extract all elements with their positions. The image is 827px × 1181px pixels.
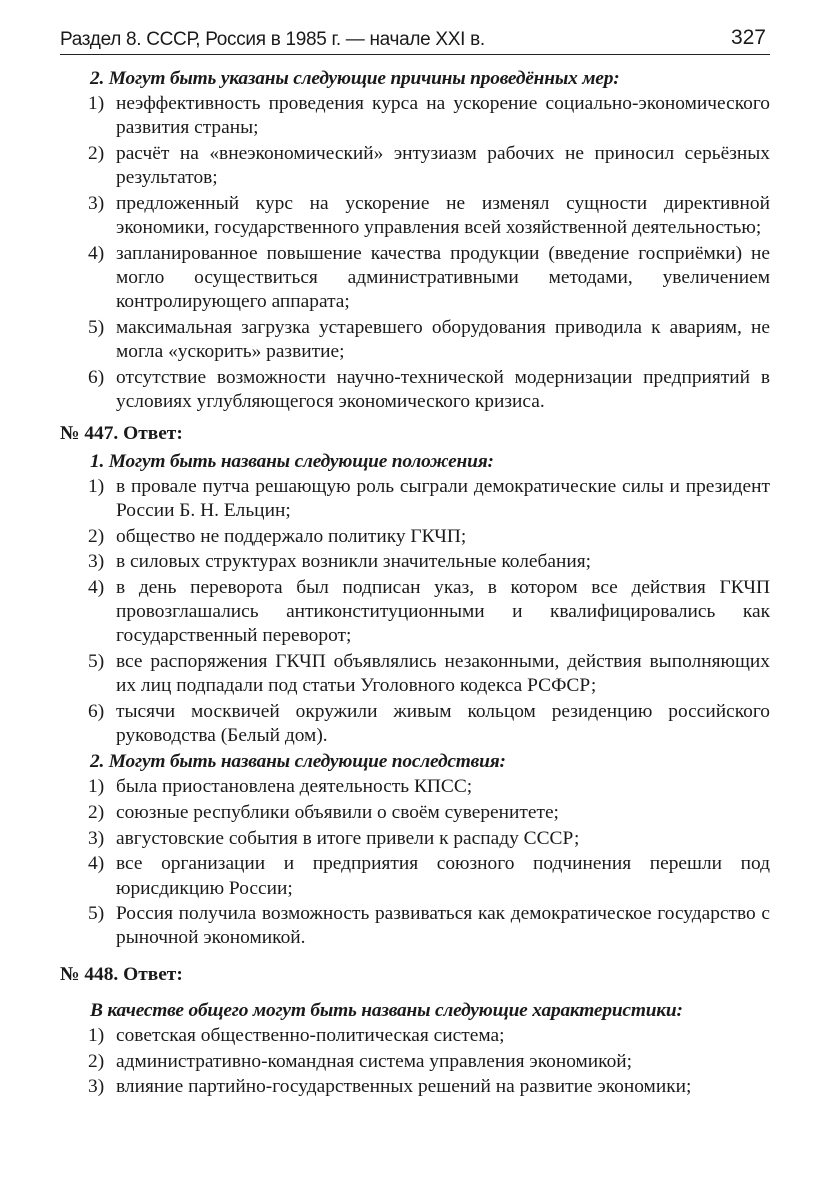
list-item xyxy=(60,827,770,851)
list-item xyxy=(60,316,770,364)
list-item xyxy=(60,525,770,549)
list-item xyxy=(60,192,770,240)
item-text: общество не поддержало политику ГКЧП; xyxy=(116,525,467,547)
item-number: 1) xyxy=(88,776,105,798)
list-item xyxy=(60,142,770,190)
item-text: августовские события в итоге привели к распаду СССР; xyxy=(116,827,580,849)
characteristics-list xyxy=(60,1024,770,1100)
item-text: в день переворота был подписан указ, в котором все действия ГКЧП провозглашались антиконституционными и квалифицировались как государственный переворот; xyxy=(116,577,770,647)
item-text: в провале путча решающую роль сыграли демократические силы и президент России Б. Н. Ельцин; xyxy=(116,475,770,521)
list-item xyxy=(60,775,770,799)
item-number: 6) xyxy=(88,366,105,388)
task-447-heading: № 447. Ответ: xyxy=(60,423,183,445)
task-448-heading: № 448. Ответ: xyxy=(60,963,183,985)
list-item xyxy=(60,852,770,900)
item-number: 6) xyxy=(88,701,105,723)
item-text: в силовых структурах возникли значительные колебания; xyxy=(116,551,592,573)
consequences-subheading: 2. Могут быть названы следующие последствия: xyxy=(90,750,506,772)
item-number: 2) xyxy=(88,801,105,823)
item-text: предложенный курс на ускорение не изменял сущности директивной экономики, государственного управления всей хозяйственной деятельностью; xyxy=(116,193,770,239)
list-item xyxy=(60,650,770,698)
item-number: 5) xyxy=(88,903,105,925)
item-number: 4) xyxy=(88,853,105,875)
item-number: 4) xyxy=(88,577,105,599)
item-number: 2) xyxy=(88,143,105,165)
list-item xyxy=(60,550,770,574)
list-item xyxy=(60,576,770,649)
item-text: тысячи москвичей окружили живым кольцом резиденцию российского руководства (Белый дом). xyxy=(116,701,770,747)
list-item xyxy=(60,366,770,414)
item-number: 1) xyxy=(88,475,105,497)
item-text: неэффективность проведения курса на ускорение социально-экономического развития страны; xyxy=(116,93,770,139)
list-item xyxy=(60,1050,770,1074)
list-item xyxy=(60,475,770,523)
item-text: все распоряжения ГКЧП объявлялись незаконными, действия выполняющих их лиц подпадали под статьи Уголовного кодекса РСФСР; xyxy=(116,651,770,697)
item-text: административно-командная система управления экономикой; xyxy=(116,1050,633,1072)
item-number: 2) xyxy=(88,525,105,547)
provisions-subheading: 1. Могут быть названы следующие положения: xyxy=(90,450,494,472)
item-text: все организации и предприятия союзного подчинения перешли под юрисдикцию России; xyxy=(116,853,770,899)
list-item xyxy=(60,801,770,825)
item-number: 3) xyxy=(88,551,105,573)
item-text: максимальная загрузка устаревшего оборудования приводила к авариям, не могла «ускорить» развитие; xyxy=(116,317,770,363)
causes-list xyxy=(60,92,770,414)
item-number: 1) xyxy=(88,1025,105,1047)
item-number: 3) xyxy=(88,827,105,849)
list-item xyxy=(60,1024,770,1048)
item-text: союзные республики объявили о своём суверенитете; xyxy=(116,801,559,823)
item-text: была приостановлена деятельность КПСС; xyxy=(116,776,473,798)
causes-subheading: 2. Могут быть указаны следующие причины проведённых мер: xyxy=(90,68,620,89)
item-number: 1) xyxy=(88,93,105,115)
item-text: влияние партийно-государственных решений на развитие экономики; xyxy=(116,1076,692,1098)
consequences-list xyxy=(60,775,770,950)
provisions-list xyxy=(60,475,770,749)
list-item xyxy=(60,1075,770,1099)
item-number: 3) xyxy=(88,1076,105,1098)
item-number: 2) xyxy=(88,1050,105,1072)
item-number: 5) xyxy=(88,651,105,673)
page-content xyxy=(60,67,770,1101)
item-text: Россия получила возможность развиваться как демократическое государство с рыночной экономикой. xyxy=(116,903,770,949)
item-text: запланированное повышение качества продукции (введение госприёмки) не могло осуществиться административными методами, увеличением контролирующего аппарата; xyxy=(116,242,770,313)
page-number: 327 xyxy=(730,26,766,49)
list-item xyxy=(60,700,770,748)
item-text: расчёт на «внеэкономический» энтузиазм рабочих не приносил серьёзных результатов; xyxy=(116,143,770,189)
list-item xyxy=(60,902,770,950)
item-number: 4) xyxy=(88,242,105,264)
section-title: Раздел 8. СССР, Россия в 1985 г. — начале XXI в. xyxy=(60,29,485,50)
list-item xyxy=(60,242,770,315)
list-item xyxy=(60,92,770,140)
item-number: 3) xyxy=(88,193,105,215)
item-number: 5) xyxy=(88,317,105,339)
running-header xyxy=(60,24,770,55)
characteristics-subheading: В качестве общего могут быть названы следующие характеристики: xyxy=(90,999,683,1021)
item-text: советская общественно-политическая система; xyxy=(116,1025,505,1047)
item-text: отсутствие возможности научно-технической модернизации предприятий в условиях углубляющегося экономического кризиса. xyxy=(116,366,770,413)
